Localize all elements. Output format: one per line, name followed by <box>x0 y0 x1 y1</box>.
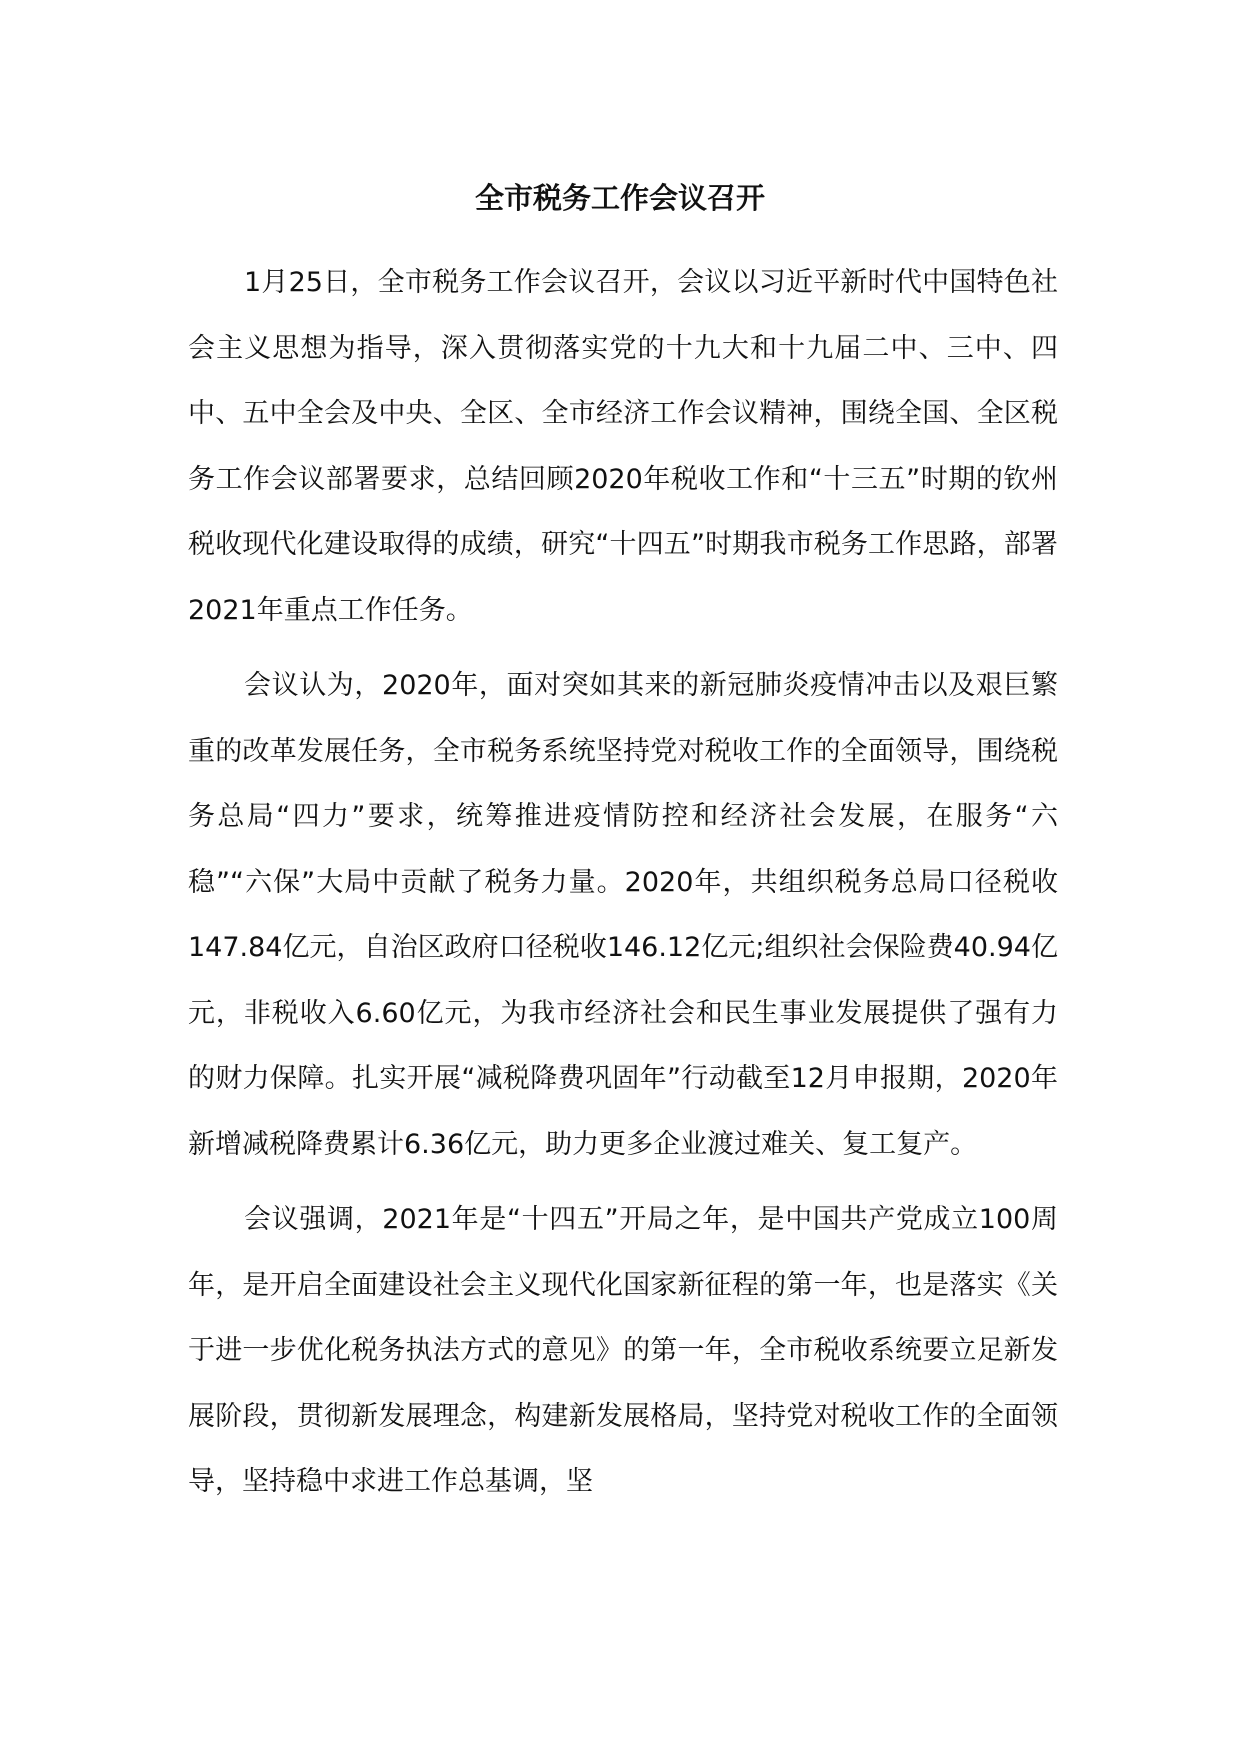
paragraph-3: 会议强调，2021年是“十四五”开局之年，是中国共产党成立100周年，是开启全面建设社会主义现代化国家新征程的第一年，也是落实《关于进一步优化税务执法方式的意见》的第一年，全市税收系统要立足新发展阶段，贯彻新发展理念，构建新发展格局，坚持党对税收工作的全面领导，坚持稳中求进工作总基调，坚 <box>188 1204 1058 1497</box>
paragraph-2: 会议认为，2020年，面对突如其来的新冠肺炎疫情冲击以及艰巨繁重的改革发展任务，全市税务系统坚持党对税收工作的全面领导，围绕税务总局“四力”要求，统筹推进疫情防控和经济社会发展，在服务“六稳”“六保”大局中贡献了税务力量。2020年，共组织税务总局口径税收147.84亿元，自治区政府口径税收146.12亿元;组织社会保险费40.94亿元，非税收入6.60亿元，为我市经济社会和民生事业发展提供了强有力的财力保障。扎实开展“减税降费巩固年”行动截至12月申报期，2020年新增减税降费累计6.36亿元，助力更多企业渡过难关、复工复产。 <box>188 670 1058 1160</box>
paragraph-1: 1月25日，全市税务工作会议召开，会议以习近平新时代中国特色社会主义思想为指导，深入贯彻落实党的十九大和十九届二中、三中、四中、五中全会及中央、全区、全市经济工作会议精神，围绕全国、全区税务工作会议部署要求，总结回顾2020年税收工作和“十三五”时期的钦州税收现代化建设取得的成绩，研究“十四五”时期我市税务工作思路，部署2021年重点工作任务。 <box>188 267 1058 626</box>
document-body <box>188 250 1058 1525</box>
document-title: 全市税务工作会议召开 <box>474 181 765 215</box>
